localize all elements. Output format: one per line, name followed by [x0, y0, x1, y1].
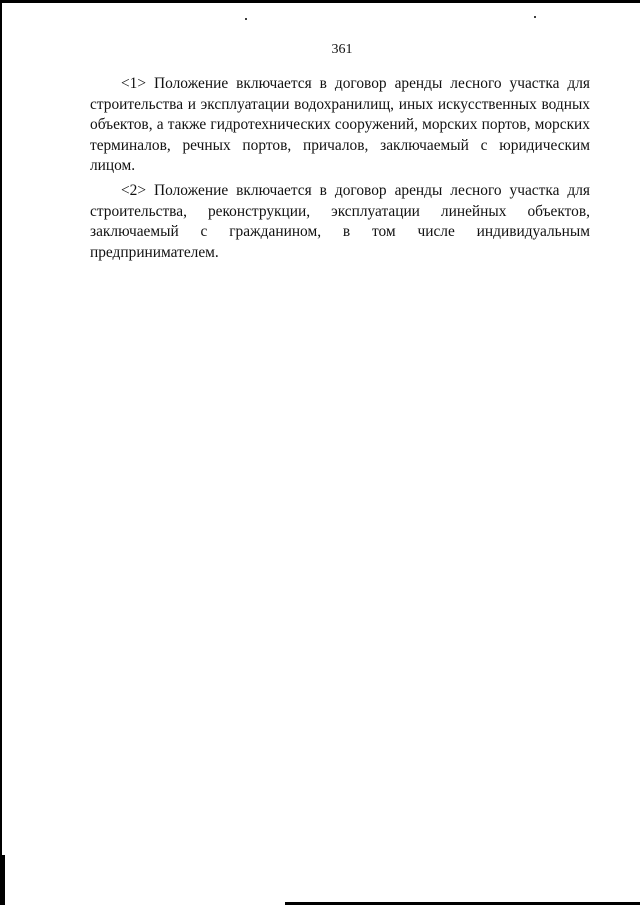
- scan-border-left: [0, 0, 2, 905]
- document-page: [90, 40, 590, 267]
- footnote-paragraph-1: <1> Положение включается в договор аренды лесного участка для строительства и эксплуатации водохранилищ, иных искусственных водных объектов, а также гидротехнических сооружений, морских портов, морских терминалов, речных портов, причалов, заключаемый с юридическим лицом.: [90, 75, 590, 175]
- footnote-paragraph-2: <2> Положение включается в договор аренды лесного участка для строительства, реконструкции, эксплуатации линейных объектов, заключаемый с гражданином, в том числе индивидуальным предпринимателем.: [90, 181, 590, 261]
- scan-speck: [534, 16, 536, 18]
- page-number: 361: [331, 42, 353, 57]
- scan-border-left-bottom: [0, 855, 5, 905]
- scan-speck: [245, 18, 247, 20]
- scan-border-top: [0, 0, 640, 3]
